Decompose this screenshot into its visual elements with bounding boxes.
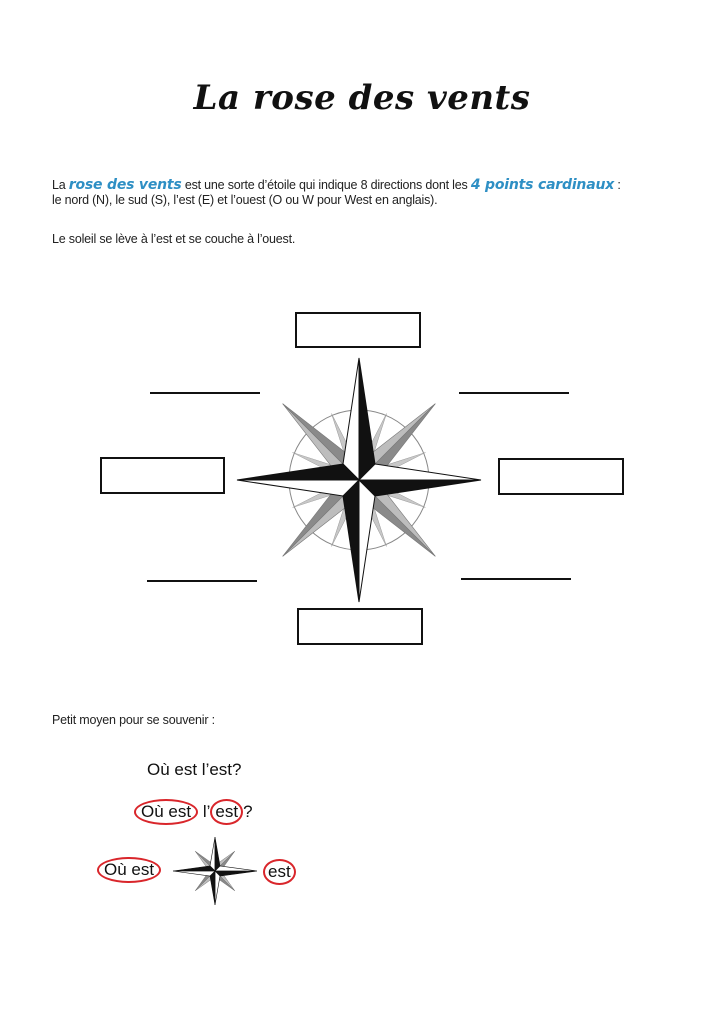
small-compass-rose-icon xyxy=(171,836,259,906)
mnemonic-line-3 xyxy=(97,857,161,883)
term-points-cardinaux: 4 points cardinaux xyxy=(470,177,615,193)
sun-sentence: Le soleil se lève à l’est et se couche à l’ouest. xyxy=(52,232,296,246)
circled-est: est xyxy=(210,799,243,825)
answer-box-west[interactable] xyxy=(100,457,225,494)
compass-rose-icon xyxy=(234,355,484,605)
circled-est-2: est xyxy=(263,859,296,885)
intro-text-2: est une sorte d’étoile qui indique 8 directions dont les xyxy=(181,178,471,192)
circled-ou-est: Où est xyxy=(134,799,198,825)
intro-paragraph xyxy=(52,178,672,208)
answer-box-south[interactable] xyxy=(297,608,423,645)
mnemonic-question-mark: ? xyxy=(243,802,253,821)
mnemonic-apostrophe-l: l’ xyxy=(202,802,211,821)
page-title: La rose des vents xyxy=(193,78,531,118)
answer-box-north[interactable] xyxy=(295,312,421,348)
intro-text-3: : xyxy=(614,178,621,192)
answer-box-east[interactable] xyxy=(498,458,624,495)
intro-line-2: le nord (N), le sud (S), l’est (E) et l’ouest (O ou W pour West en anglais). xyxy=(52,193,438,207)
mnemonic-line-2 xyxy=(134,799,253,825)
intro-text-1: La xyxy=(52,178,69,192)
term-rose-des-vents: rose des vents xyxy=(68,177,182,193)
mnemonic-line-3-end xyxy=(263,859,296,885)
circled-ou-est-2: Où est xyxy=(97,857,161,883)
tip-label: Petit moyen pour se souvenir : xyxy=(52,713,215,727)
mnemonic-line-1: Où est l’est? xyxy=(147,760,242,779)
